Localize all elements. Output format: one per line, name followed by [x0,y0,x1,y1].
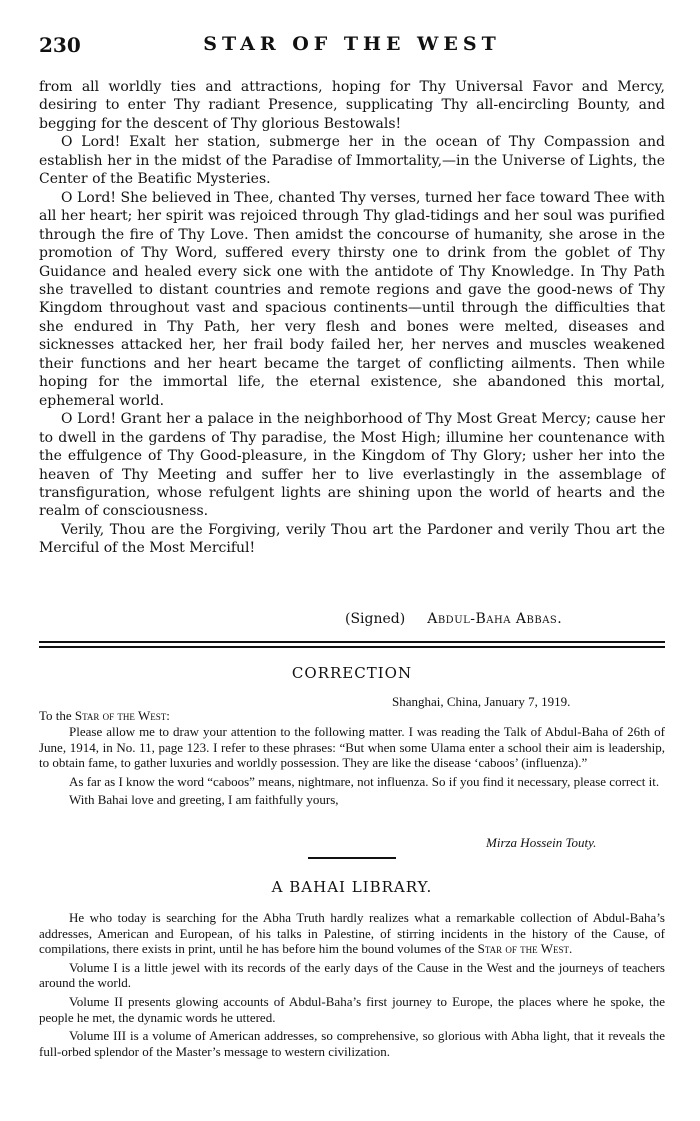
salutation-suffix: : [166,708,170,723]
library-intro-title: Star of the West [477,941,569,957]
salutation-prefix: To the [39,708,72,723]
correction-letter [39,724,665,808]
page-header [39,33,665,67]
library-paragraph: Volume I is a little jewel with its records of the early days of the Cause in the West and the journeys of teachers around the world. [39,959,665,991]
correction-dateline: Shanghai, China, January 7, 1919. [392,694,571,709]
prayer-signature-line [345,611,645,627]
library-intro [39,910,665,957]
correction-heading: CORRECTION [291,664,413,682]
prayer-paragraph: O Lord! Grant her a palace in the neighborhood of Thy Most Great Mercy; cause her to dwell in the gardens of Thy paradise, the Most High; illumine her countenance with the effulgence of Thy Good-pleasure, in the Kingdom of Thy Glory; usher her into the heaven of Thy Meeting and suffer her to live everlastingly in the assemblage of transfiguration, whose refulgent lights are shining upon the world of hearts and the realm of consciousness. [39,411,665,520]
prayer-paragraph: from all worldly ties and attractions, hoping for Thy Universal Favor and Mercy, desiring to enter Thy radiant Presence, supplicating Thy all-encircling Bounty, and begging for the descent of Thy glorious Bestowals! [39,79,665,132]
signed-label: (Signed) [345,611,406,627]
letter-paragraph: With Bahai love and greeting, I am faithfully yours, [69,792,339,808]
library-paragraph: Volume II presents glowing accounts of Abdul-Baha’s first journey to Europe, the places where he spoke, the people he met, the dynamic words he uttered. [39,993,665,1025]
prayer-paragraph: O Lord! She believed in Thee, chanted Thy verses, turned her face toward Thee with all her heart; her spirit was rejoiced through Thy glad-tidings and her soul was purified through the fire of Thy Love. Then amidst the concourse of humanity, she arose in the promotion of Thy Word, suffered every thirsty one to drink from the goblet of Thy Guidance and healed every sick one with the antidote of Thy Knowledge. In Thy Path she travelled to distant countries and remote regions and gave the good-news of Thy Kingdom throughout vast and spacious continents—until through the difficulties that she endured in Thy Path, her very flesh and bones were melted, diseases and sicknesses attacked her, her frail body failed her, her nerves and muscles weakened their functions and her heart became the target of conflicting ailments. Then while hoping for the immortal life, the eternal existence, she abandoned this mortal, ephemeral world. [39,189,665,409]
letter-paragraph: As far as I know the word “caboos” means, nightmare, not influenza. So if you find it necessary, please correct it. [69,773,660,789]
prayer-paragraph: O Lord! Exalt her station, submerge her in the ocean of Thy Compassion and establish her in the midst of the Paradise of Immortality,—in the Universe of Lights, the Center of the Beatific Mysteries. [39,134,665,188]
library-article [39,910,665,1059]
library-heading: A BAHAI LIBRARY. [271,878,433,896]
library-intro-end: . [568,941,573,957]
salutation-title: Star of the West [74,708,167,723]
library-intro-text: He who today is searching for the Abha Truth hardly realizes what a remarkable collection of Abdul-Baha’s addresses, American and European, of his talks in Palestine, of stirring incidents in the history of the Cause, of compilations, there exists in print, until he has before him the bound volumes of the [39,910,665,957]
correction-signature: Mirza Hossein Touty. [486,835,597,850]
prayer-paragraph: Verily, Thou are the Forgiving, verily Thou art the Pardoner and verily Thou art the Merciful of the Most Merciful! [39,521,665,557]
library-paragraph: Volume III is a volume of American addresses, so comprehensive, so glorious with Abha light, that it reveals the full-orbed splendor of the Master’s message to western civilization. [39,1028,665,1059]
prayer-signature: Abdul-Baha Abbas. [427,611,563,627]
section-divider [39,641,665,648]
short-divider [308,857,396,859]
correction-salutation [39,708,170,724]
page-number: 230 [39,33,81,57]
prayer-text [39,78,665,558]
letter-paragraph: Please allow me to draw your attention to the following matter. I was reading the Talk of Abdul-Baha of 26th of June, 1914, in No. 11, page 123. I refer to these phrases: “But when some Ulama enter a school their aim is leadership, to obtain fame, to gather luxuries and worldly possession. They are like the disease ‘caboos’ (influenza).” [39,724,665,771]
running-title: STAR OF THE WEST [203,33,501,55]
